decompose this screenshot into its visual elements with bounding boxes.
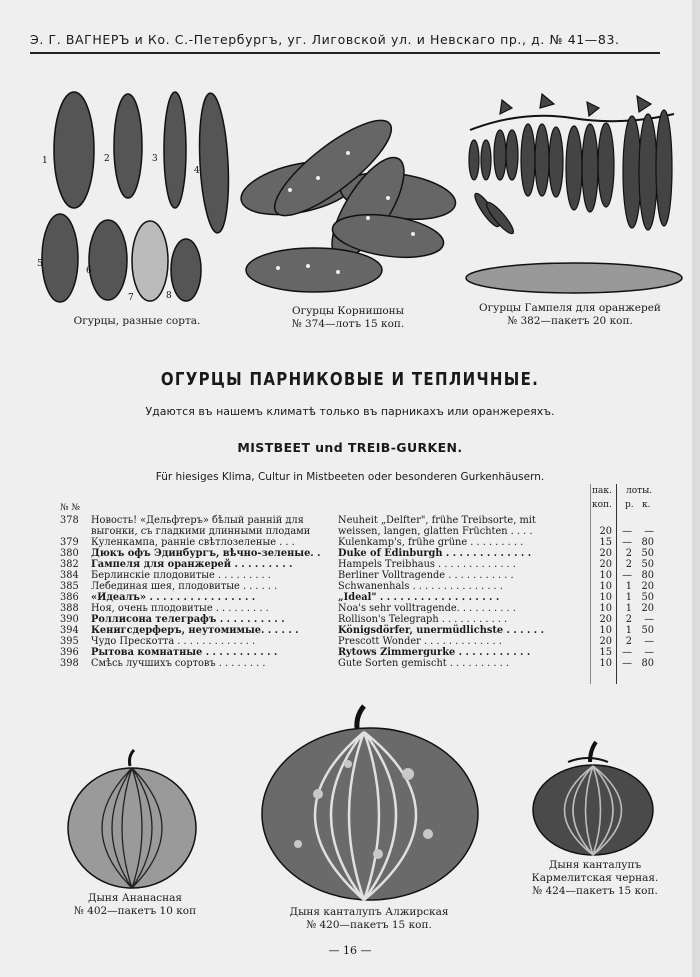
row-name-de: Gute Sorten gemischt . . . . . . . . . . [338,658,509,669]
row-number: 390 [60,614,79,625]
row-packet-price: 10 [599,658,612,669]
row-number: 384 [60,570,79,581]
row-lot-kop: 80 [641,658,654,669]
row-number: 382 [60,559,79,570]
row-name-ru: Гампеля для оранжерей . . . . . . . . . [91,559,293,570]
table-row [60,526,660,537]
row-lot-kop: 80 [641,570,654,581]
row-name-de: Königsdörfer, unermüdlichste . . . . . . [338,625,545,636]
section-title-ru: ОГУРЦЫ ПАРНИКОВЫЕ И ТЕПЛИЧНЫЕ. [160,368,540,390]
row-lot-kop: — [644,614,654,625]
row-lot-kop: — [644,526,654,537]
row-name-de: Berliner Volltragende . . . . . . . . . . . [338,570,514,581]
row-number: 379 [60,537,79,548]
row-lot-rub: 2 [625,548,632,559]
row-lot-rub: 1 [625,625,632,636]
row-name-de: Rytows Zimmergurke . . . . . . . . . . . [338,647,531,658]
cucumber-label-3: 3 [152,154,158,164]
cucumber-label-4: 4 [194,166,200,176]
row-number: 395 [60,636,79,647]
page-edge [692,0,700,977]
row-name-ru: Кенигсдерферъ, неутомимые. . . . . . [91,625,299,636]
row-number: 380 [60,548,79,559]
row-number: 388 [60,603,79,614]
caption-cornichons-price: № 374—лотъ 15 коп. [291,318,405,330]
section-subtitle-ru: Удаются въ нашемъ климатѣ только въ парникахъ или оранжереяхъ. [145,405,555,418]
row-lot-kop: 20 [641,603,654,614]
section-title-de: MISTBEET und TREIB-GURKEN. [237,440,463,455]
melon-pineapple-illustration [62,748,202,890]
caption-cornichons [268,305,428,331]
row-name-de: Neuheit „Delfter", frühe Treibsorte, mit [338,515,536,526]
row-lot-rub: — [622,537,632,548]
col-header-packet-kop: коп. [592,500,612,510]
row-packet-price: 20 [599,526,612,537]
cucumber-label-5: 5 [37,259,43,269]
row-name-ru: Лебединая шея, плодовитые . . . . . . [91,581,278,592]
row-lot-kop: 80 [641,537,654,548]
col-header-kop: к. [642,500,651,510]
cornichons-illustration [238,108,460,296]
cantaloupe-algiers-illustration [258,704,482,902]
caption-hampel-price: № 382—пакетъ 20 коп. [507,315,633,327]
row-name-de: weissen, langen, glatten Früchten . . . . [338,526,533,537]
table-row [60,559,660,570]
table-row [60,614,660,625]
row-packet-price: 20 [599,636,612,647]
row-packet-price: 20 [599,548,612,559]
row-packet-price: 15 [599,647,612,658]
row-name-de: Schwanenhals . . . . . . . . . . . . . . . [338,581,503,592]
row-lot-rub: — [622,570,632,581]
row-lot-rub: — [622,658,632,669]
row-lot-kop: 50 [641,625,654,636]
table-row [60,636,660,647]
row-packet-price: 10 [599,581,612,592]
row-name-ru: Новость! «Дельфтеръ» бѣлый ранній для [91,515,304,526]
col-header-lot: лоты. [626,486,653,496]
row-number: 396 [60,647,79,658]
row-packet-price: 10 [599,592,612,603]
table-row [60,570,660,581]
table-row [60,537,660,548]
row-name-ru: Смѣсь лучшихъ сортовъ . . . . . . . . [91,658,266,669]
caption-cornichons-title: Огурцы Корнишоны [291,305,405,317]
page-number: — 16 — [328,944,372,957]
row-name-de: Rollison's Telegraph . . . . . . . . . . . [338,614,508,625]
caption-cantaloupe-algiers [284,906,454,932]
caption-cantaloupe-carmelite-price: № 424—пакетъ 15 коп. [532,885,658,897]
caption-hampel-title: Огурцы Гампеля для оранжерей [479,302,661,314]
table-row [60,603,660,614]
row-name-ru: Берлинскіе плодовитые . . . . . . . . . [91,570,271,581]
caption-melon-pineapple-price: № 402—пакетъ 10 коп [73,905,197,917]
row-name-ru: Роллисона телеграфъ . . . . . . . . . . [91,614,285,625]
row-lot-rub: 2 [625,614,632,625]
caption-cantaloupe-algiers-title: Дыня канталупъ Алжирская [289,906,449,918]
col-header-rub: р. [625,500,634,510]
row-lot-kop: 50 [641,548,654,559]
table-row [60,592,660,603]
row-number: 386 [60,592,79,603]
row-lot-kop: 50 [641,559,654,570]
cucumber-label-7: 7 [128,293,134,303]
hampel-cucumbers-illustration [462,90,680,298]
row-name-ru: выгонки, съ гладкими длинными плодами [91,526,311,537]
cucumbers-various-illustration [38,88,238,310]
row-packet-price: 15 [599,537,612,548]
table-row [60,581,660,592]
cucumber-label-2: 2 [104,154,110,164]
table-row [60,625,660,636]
row-packet-price: 10 [599,625,612,636]
row-number: 385 [60,581,79,592]
row-lot-rub: — [622,526,632,537]
section-subtitle-de: Für hiesiges Klima, Cultur in Mistbeeten oder besonderen Gurkenhäusern. [155,471,545,483]
table-row [60,515,660,526]
caption-cantaloupe-carmelite [522,859,668,898]
row-lot-kop: 50 [641,592,654,603]
row-name-ru: Рытова комнатные . . . . . . . . . . . [91,647,278,658]
row-lot-kop: — [644,647,654,658]
row-name-ru: Ноя, очень плодовитые . . . . . . . . . [91,603,269,614]
row-name-de: Prescott Wonder . . . . . . . . . . . . . [338,636,502,647]
caption-cantaloupe-algiers-price: № 420—пакетъ 15 коп. [306,919,432,931]
cucumber-label-6: 6 [86,266,92,276]
cucumber-label-1: 1 [42,156,48,166]
row-name-de: Hampels Treibhaus . . . . . . . . . . . . . [338,559,516,570]
row-name-de: „Ideal" . . . . . . . . . . . . . . . . . . [338,592,500,603]
row-name-de: Duke of Edinburgh . . . . . . . . . . . . . [338,548,532,559]
cucumber-label-8: 8 [166,291,172,301]
caption-melon-pineapple [60,892,210,918]
row-number: 378 [60,515,79,526]
caption-hampel [470,302,670,328]
caption-cantaloupe-carmelite-title: Дыня канталупъ Кармелитская черная. [531,859,659,884]
row-lot-kop: 20 [641,581,654,592]
table-row [60,548,660,559]
row-name-ru: Чудо Прескотта . . . . . . . . . . . . . [91,636,256,647]
row-lot-rub: 1 [625,603,632,614]
row-lot-rub: 2 [625,636,632,647]
row-lot-rub: 2 [625,559,632,570]
table-row [60,658,660,669]
row-packet-price: 10 [599,603,612,614]
row-packet-price: 20 [599,614,612,625]
header-rule [30,52,660,54]
caption-melon-pineapple-title: Дыня Ананасная [87,892,183,904]
cantaloupe-carmelite-illustration [528,740,658,858]
row-lot-kop: — [644,636,654,647]
row-name-de: Noa's sehr volltragende. . . . . . . . . . [338,603,516,614]
col-header-number: № № [60,503,80,513]
row-lot-rub: 1 [625,581,632,592]
row-packet-price: 10 [599,570,612,581]
table-row [60,647,660,658]
row-name-ru: Дюкъ офъ Эдинбургъ, вѣчно-зеленые. . [91,548,321,559]
caption-cucumbers-various: Огурцы, разные сорта. [73,315,201,327]
row-lot-rub: 1 [625,592,632,603]
row-lot-rub: — [622,647,632,658]
page-header: Э. Г. ВАГНЕРЪ и Ко. С.-Петербургъ, уг. Лиговской ул. и Невскаго пр., д. № 41—83. [30,32,620,47]
row-number: 394 [60,625,79,636]
row-number: 398 [60,658,79,669]
row-packet-price: 20 [599,559,612,570]
row-name-ru: Куленкампа, ранніе свѣтлозеленые . . . [91,537,295,548]
row-name-ru: «Идеалъ» . . . . . . . . . . . . . . . . [91,592,256,603]
col-header-packet: пак. [592,486,612,496]
row-name-de: Kulenkamp's, frühe grüne . . . . . . . . . [338,537,524,548]
